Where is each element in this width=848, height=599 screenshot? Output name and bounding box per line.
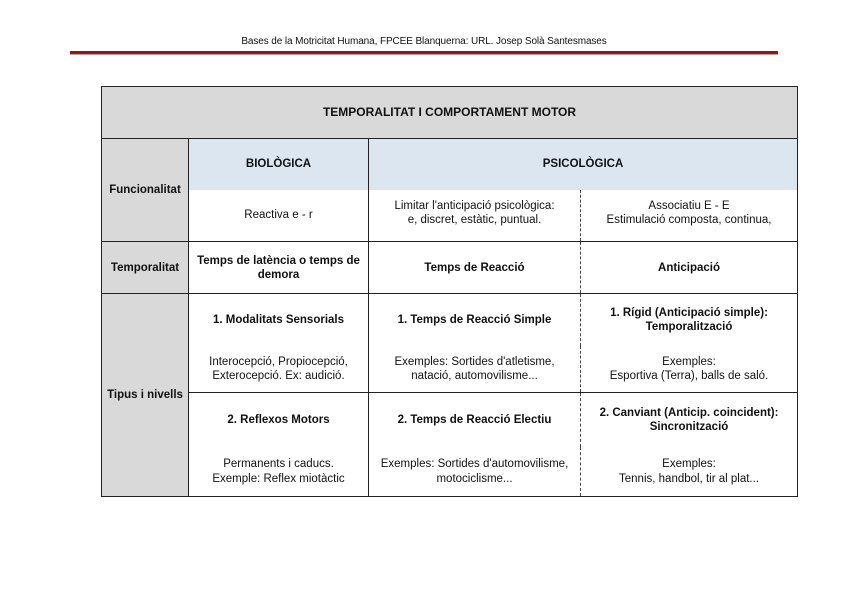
tipus-r2-c2-desc: Exemples: Sortides d'automovilisme, motociclisme...	[369, 447, 581, 496]
psicologica-desc-associatiu	[581, 190, 798, 242]
tipus-r1-c3-desc-line1: Exemples:	[662, 355, 716, 368]
tipus-r2-c3-desc	[581, 447, 798, 496]
tipus-r1-c1-desc: Interocepció, Propiocepció, Exterocepció. Ex: audició.	[189, 346, 369, 392]
tipus-r2-c1-desc-line2: Exemple: Reflex miotàctic	[212, 472, 345, 485]
psicologica-desc-limit	[369, 190, 581, 242]
row-head-temporalitat: Temporalitat	[102, 242, 189, 294]
page-header: Bases de la Motricitat Humana, FPCEE Blanquerna: URL. Josep Solà Santesmases	[241, 36, 607, 47]
psicologica-header: PSICOLÒGICA	[369, 139, 798, 190]
tipus-r1-c2-desc: Exemples: Sortides d'atletisme, natació, automovilisme...	[369, 346, 581, 392]
psicologica-desc-associatiu-line1: Associatiu E - E	[648, 199, 730, 212]
psicologica-desc-limit-line1: Limitar l'anticipació psicològica:	[394, 199, 555, 212]
row-head-tipus: Tipus i nivells	[102, 294, 189, 497]
temporalitat-latencia: Temps de latència o temps de demora	[189, 242, 369, 294]
tipus-r1-c3-desc-line2: Esportiva (Terra), balls de saló.	[609, 369, 769, 382]
tipus-r2-c1-head: 2. Reflexos Motors	[189, 392, 369, 447]
tipus-r2-c3-head: 2. Canviant (Anticip. coincident): Sincronització	[581, 392, 798, 447]
biologica-desc: Reactiva e - r	[189, 190, 369, 242]
row-head-funcionalitat: Funcionalitat	[102, 139, 189, 242]
tipus-r2-c2-head: 2. Temps de Reacció Electiu	[369, 392, 581, 447]
tipus-r2-c1-desc-line1: Permanents i caducs.	[223, 458, 334, 471]
temporalitat-table	[101, 86, 798, 497]
tipus-r1-c1-head: 1. Modalitats Sensorials	[189, 294, 369, 346]
tipus-r1-c3-head: 1. Rígid (Anticipació simple): Temporalització	[581, 294, 798, 346]
tipus-r1-c2-head: 1. Temps de Reacció Simple	[369, 294, 581, 346]
tipus-r2-c1-desc	[189, 447, 369, 496]
table-title: TEMPORALITAT I COMPORTAMENT MOTOR	[102, 87, 798, 139]
biologica-header: BIOLÒGICA	[189, 139, 369, 190]
header-rule	[70, 51, 778, 55]
temporalitat-reaccio: Temps de Reacció	[369, 242, 581, 294]
tipus-r2-c3-desc-line2: Tennis, handbol, tir al plat...	[619, 472, 760, 485]
psicologica-desc-limit-line2: e, discret, estàtic, puntual.	[407, 213, 542, 226]
tipus-r1-c3-desc	[581, 346, 798, 392]
psicologica-desc-associatiu-line2: Estimulació composta, continua,	[606, 213, 772, 226]
tipus-r2-c3-desc-line1: Exemples:	[662, 458, 716, 471]
temporalitat-anticipacio: Anticipació	[581, 242, 798, 294]
